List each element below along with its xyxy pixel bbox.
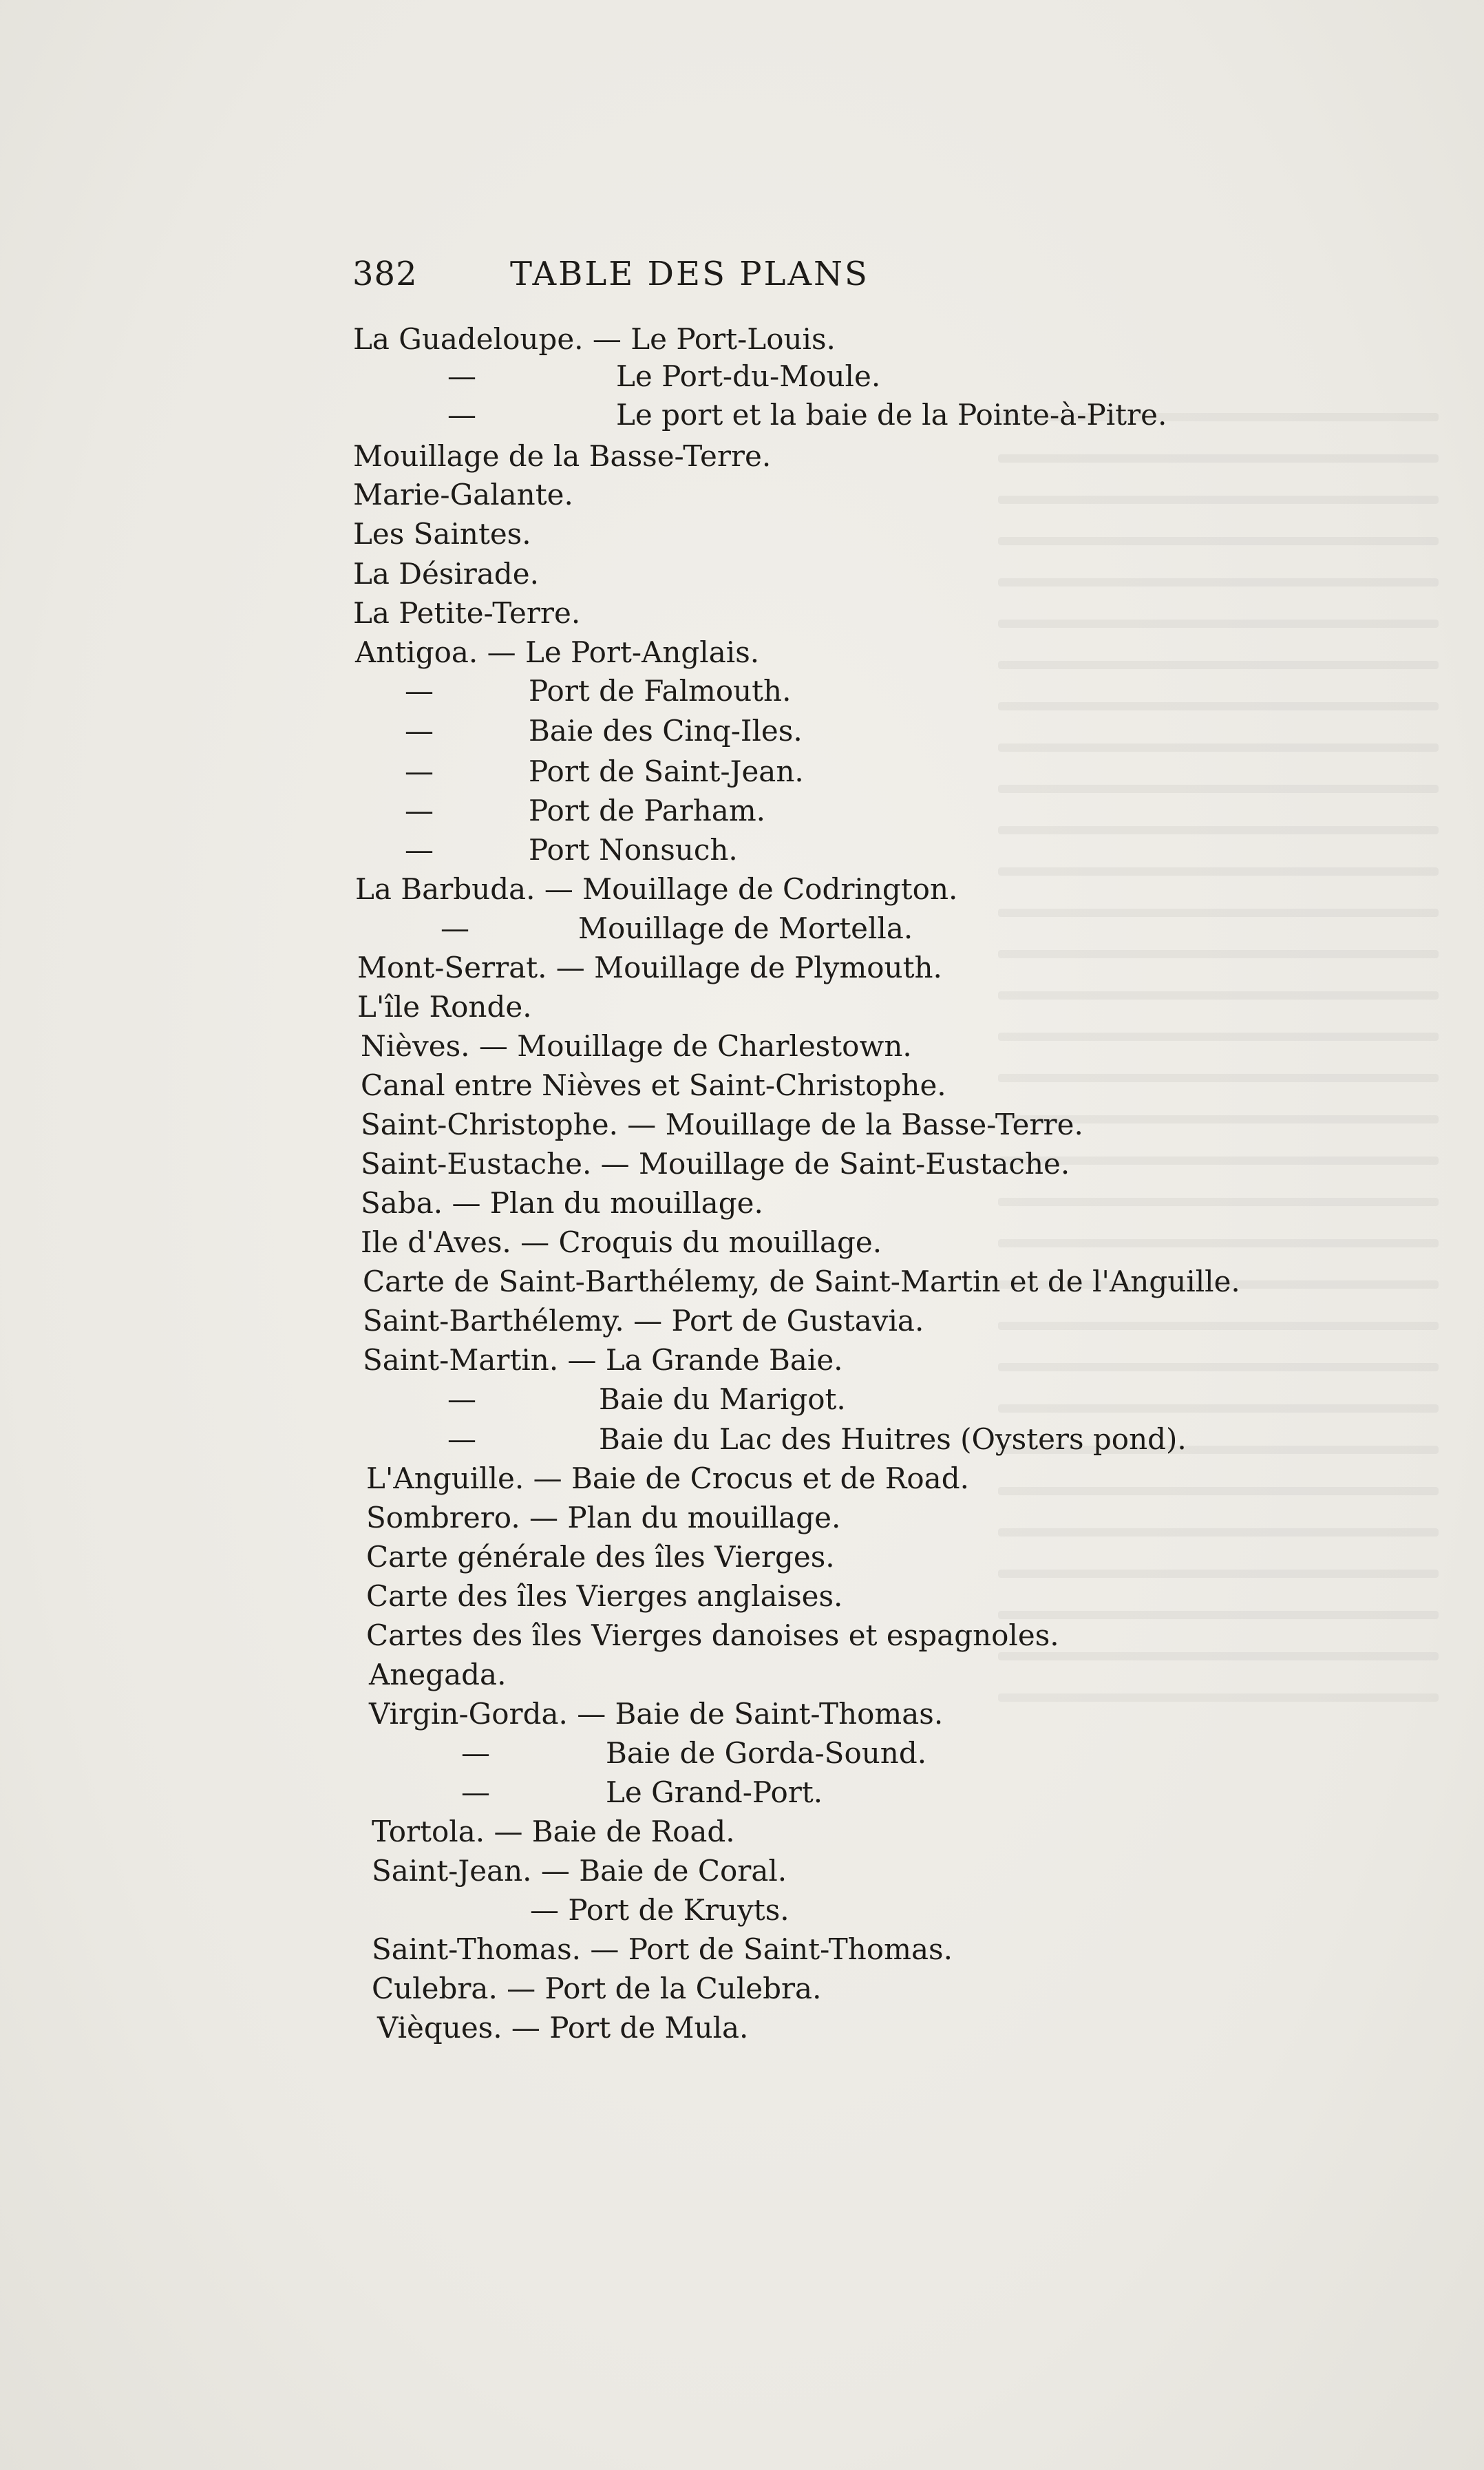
plan-entry-sub: Port de Parham.	[529, 794, 765, 827]
plan-entry: Saint-Barthélemy. — Port de Gustavia.	[363, 1304, 924, 1338]
running-title: TABLE DES PLANS	[510, 255, 869, 293]
ditto-dash: —	[447, 1422, 476, 1456]
plan-entry-sub: Le Grand-Port.	[606, 1775, 823, 1809]
ditto-dash: —	[405, 794, 434, 827]
plan-entry-sub: Port de Saint-Jean.	[529, 754, 804, 788]
plan-entry: Saint-Thomas. — Port de Saint-Thomas.	[372, 1932, 953, 1966]
plan-entry: Marie-Galante.	[353, 478, 573, 511]
plan-entry: Saint-Christophe. — Mouillage de la Basse-Terre.	[361, 1108, 1083, 1141]
plan-entry: Virgin-Gorda. — Baie de Saint-Thomas.	[369, 1697, 944, 1731]
plan-entry: La Guadeloupe. — Le Port-Louis.	[353, 322, 836, 356]
ditto-dash: —	[405, 714, 434, 748]
ditto-dash: —	[461, 1775, 490, 1809]
ditto-dash: —	[405, 833, 434, 867]
plan-entry: Les Saintes.	[353, 517, 531, 551]
ditto-dash: —	[447, 1382, 476, 1416]
show-through-text	[998, 413, 1439, 2065]
plan-entry: Saint-Martin. — La Grande Baie.	[363, 1343, 843, 1377]
plan-entry: Tortola. — Baie de Road.	[372, 1815, 735, 1848]
plan-entry: Carte des îles Vierges anglaises.	[366, 1579, 843, 1613]
ditto-dash: —	[447, 398, 476, 432]
ditto-dash: —	[447, 359, 476, 393]
page-number: 382	[352, 255, 418, 293]
plan-entry-sub: Baie des Cinq-Iles.	[529, 714, 803, 748]
plan-entry: Carte générale des îles Vierges.	[366, 1540, 835, 1574]
plan-entry: Antigoa. — Le Port-Anglais.	[355, 635, 760, 669]
plan-entry: L'île Ronde.	[357, 990, 532, 1024]
plan-entry-sub: — Port de Kruyts.	[530, 1893, 789, 1927]
plan-entry: Canal entre Nièves et Saint-Christophe.	[361, 1068, 946, 1102]
plan-entry: Mouillage de la Basse-Terre.	[353, 439, 772, 473]
plan-entry-sub: Baie de Gorda-Sound.	[606, 1736, 927, 1770]
ditto-dash: —	[405, 674, 434, 708]
plan-entry: Cartes des îles Vierges danoises et espagnoles.	[366, 1618, 1059, 1652]
plan-entry: Culebra. — Port de la Culebra.	[372, 1972, 822, 2005]
plan-entry: La Désirade.	[353, 557, 540, 591]
plan-entry-sub: Baie du Lac des Huitres (Oysters pond).	[599, 1422, 1187, 1456]
plan-entry: Saint-Eustache. — Mouillage de Saint-Eustache.	[361, 1147, 1070, 1181]
plan-entry-sub: Port Nonsuch.	[529, 833, 738, 867]
plan-entry: L'Anguille. — Baie de Crocus et de Road.	[366, 1461, 969, 1495]
plan-entry-sub: Port de Falmouth.	[529, 674, 792, 708]
plan-entry: Anegada.	[369, 1658, 507, 1691]
plan-entry-sub: Le port et la baie de la Pointe-à-Pitre.	[616, 398, 1167, 432]
page-header	[352, 255, 1027, 303]
plan-entry-sub: Baie du Marigot.	[599, 1382, 846, 1416]
plan-entry: Carte de Saint-Barthélemy, de Saint-Martin et de l'Anguille.	[363, 1265, 1240, 1298]
ditto-dash: —	[461, 1736, 490, 1770]
plan-entry: Nièves. — Mouillage de Charlestown.	[361, 1029, 912, 1063]
plan-entry-sub: Mouillage de Mortella.	[578, 911, 913, 945]
plan-entry: Vièques. — Port de Mula.	[377, 2011, 749, 2045]
plan-entry: Mont-Serrat. — Mouillage de Plymouth.	[357, 951, 942, 984]
ditto-dash: —	[441, 911, 469, 945]
plan-entry: Sombrero. — Plan du mouillage.	[366, 1501, 841, 1534]
plan-entry-sub: Le Port-du-Moule.	[616, 359, 881, 393]
ditto-dash: —	[405, 754, 434, 788]
plan-entry: La Petite-Terre.	[353, 596, 581, 630]
plan-entry: La Barbuda. — Mouillage de Codrington.	[355, 872, 958, 906]
plan-entry: Saint-Jean. — Baie de Coral.	[372, 1854, 787, 1888]
plan-entry: Saba. — Plan du mouillage.	[361, 1186, 763, 1220]
plan-entry: Ile d'Aves. — Croquis du mouillage.	[361, 1225, 882, 1259]
